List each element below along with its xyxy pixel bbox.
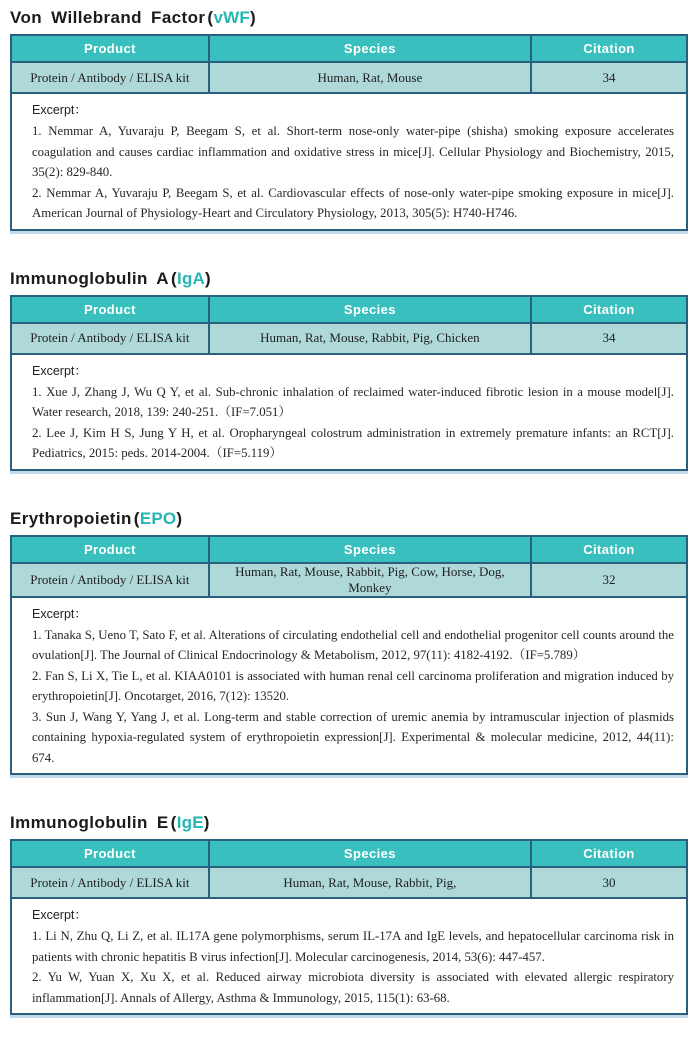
- excerpt-box: [12, 92, 686, 229]
- assay-table: [12, 36, 686, 92]
- reference-item: 1. Nemmar A, Yuvaraju P, Beegam S, et al. Short-term nose-only water-pipe (shisha) smoking exposure accelerates coagulation and causes cardiac inflammation and oxidative stress in mice[J]. Cellular Physiology and Biochemistry, 2015, 35(2): 829-840.: [32, 124, 674, 179]
- col-header-species: Species: [209, 537, 531, 563]
- reference-item: 1. Li N, Zhu Q, Li Z, et al. IL17A gene polymorphisms, serum IL-17A and IgE levels, and hepatocellular carcinoma risk in patients with chronic hepatitis B virus infection[J]. Molecular carcinogenesis, 2014, 53(6): 447-457.: [32, 929, 674, 964]
- excerpt-box: [12, 596, 686, 774]
- col-header-species: Species: [209, 297, 531, 323]
- assay-table-box: [10, 34, 688, 231]
- col-header-product: Product: [12, 537, 209, 563]
- section-abbr: IgE: [176, 813, 204, 832]
- assay-table-box: [10, 535, 688, 776]
- paren-close: ): [176, 508, 183, 528]
- reference-item: 3. Sun J, Wang Y, Yang J, et al. Long-term and stable correction of uremic anemia by intramuscular injection of plasmids containing hypoxia-regulated system of erythropoietin expression[J]. Experimental & molecular medicine, 2012, 44(11): 674.: [32, 709, 674, 765]
- col-header-product: Product: [12, 36, 209, 62]
- section-title-text: Immunoglobulin A: [10, 268, 169, 288]
- paren-close: ): [249, 8, 256, 27]
- paren-close: ): [205, 268, 212, 288]
- reference-item: 2. Nemmar A, Yuvaraju P, Beegam S, et al. Cardiovascular effects of nose-only water-pipe smoking exposure in mice[J]. American Journal of Physiology-Heart and Circulatory Physiology, 2013, 305(5): H740-H746.: [32, 185, 674, 220]
- paren-close: ): [203, 813, 210, 832]
- citation-cell: 34: [531, 323, 686, 353]
- reference-item: 2. Lee J, Kim H S, Jung Y H, et al. Oropharyngeal colostrum administration in extremely premature infants: an RCT[J]. Pediatrics, 2015: peds. 2014-2004.（IF=5.119）: [32, 425, 674, 460]
- section-title-text: Immunoglobulin E: [10, 813, 169, 832]
- assay-table: [12, 297, 686, 353]
- section-abbr: EPO: [139, 508, 177, 528]
- section-title: [10, 8, 688, 28]
- paren-open: (: [133, 508, 140, 528]
- reference-item: 1. Xue J, Zhang J, Wu Q Y, et al. Sub-chronic inhalation of reclaimed water-induced fibrotic lesion in a mouse model[J]. Water research, 2018, 139: 240-251.（IF=7.051）: [32, 384, 674, 419]
- assay-table: [12, 841, 686, 897]
- section-abbr: vWF: [213, 8, 250, 27]
- paren-open: (: [207, 8, 214, 27]
- assay-table-box: [10, 295, 688, 471]
- citation-cell: 34: [531, 62, 686, 92]
- species-cell: Human, Rat, Mouse, Rabbit, Pig,: [209, 867, 531, 897]
- excerpt-label: Excerpt：: [32, 908, 87, 922]
- excerpt-label: Excerpt：: [32, 606, 87, 621]
- species-cell: Human, Rat, Mouse, Rabbit, Pig, Chicken: [209, 323, 531, 353]
- species-cell: Human, Rat, Mouse, Rabbit, Pig, Cow, Horse, Dog, Monkey: [209, 563, 531, 596]
- reference-item: 2. Yu W, Yuan X, Xu X, et al. Reduced airway microbiota diversity is associated with elevated allergic respiratory inflammation[J]. Annals of Allergy, Asthma & Immunology, 2015, 115(1): 63-68.: [32, 970, 674, 1005]
- reference-item: 2. Fan S, Li X, Tie L, et al. KIAA0101 is associated with human renal cell carcinoma proliferation and migration induced by erythropoietin[J]. Oncotarget, 2016, 7(12): 13520.: [32, 668, 674, 703]
- table-row: [12, 62, 686, 92]
- assay-section-ige: [10, 813, 688, 1015]
- section-title-text: Erythropoietin: [10, 508, 132, 528]
- col-header-citation: Citation: [531, 537, 686, 563]
- citation-cell: 32: [531, 563, 686, 596]
- assay-table-box: [10, 839, 688, 1015]
- paren-open: (: [170, 813, 177, 832]
- table-header-row: [12, 537, 686, 563]
- excerpt-box: [12, 897, 686, 1013]
- paren-open: (: [170, 268, 178, 288]
- section-abbr: IgA: [177, 268, 206, 288]
- table-row: [12, 867, 686, 897]
- table-row: [12, 323, 686, 353]
- product-cell: Protein / Antibody / ELISA kit: [12, 62, 209, 92]
- species-cell: Human, Rat, Mouse: [209, 62, 531, 92]
- col-header-citation: Citation: [531, 841, 686, 867]
- citation-cell: 30: [531, 867, 686, 897]
- section-title: [10, 813, 688, 833]
- excerpt-label: Excerpt：: [32, 103, 87, 117]
- col-header-species: Species: [209, 841, 531, 867]
- section-title: [10, 269, 688, 289]
- excerpt-box: [12, 353, 686, 469]
- reference-item: 1. Tanaka S, Ueno T, Sato F, et al. Alterations of circulating endothelial cell and endothelial progenitor cell counts around the ovulation[J]. The Journal of Clinical Endocrinology & Metabolism, 2012, 97(11): 4182-4192.（IF=5.789）: [32, 627, 674, 662]
- product-cell: Protein / Antibody / ELISA kit: [12, 867, 209, 897]
- table-row: [12, 563, 686, 596]
- assay-section-vwf: [10, 8, 688, 231]
- table-header-row: [12, 841, 686, 867]
- col-header-product: Product: [12, 297, 209, 323]
- product-cell: Protein / Antibody / ELISA kit: [12, 563, 209, 596]
- assay-table: [12, 537, 686, 596]
- assay-section-epo: [10, 509, 688, 776]
- table-header-row: [12, 297, 686, 323]
- section-title: [10, 509, 688, 529]
- excerpt-label: Excerpt：: [32, 363, 87, 378]
- product-cell: Protein / Antibody / ELISA kit: [12, 323, 209, 353]
- col-header-citation: Citation: [531, 36, 686, 62]
- col-header-citation: Citation: [531, 297, 686, 323]
- col-header-species: Species: [209, 36, 531, 62]
- col-header-product: Product: [12, 841, 209, 867]
- table-header-row: [12, 36, 686, 62]
- section-title-text: Von Willebrand Factor: [10, 8, 206, 27]
- assay-section-iga: [10, 269, 688, 471]
